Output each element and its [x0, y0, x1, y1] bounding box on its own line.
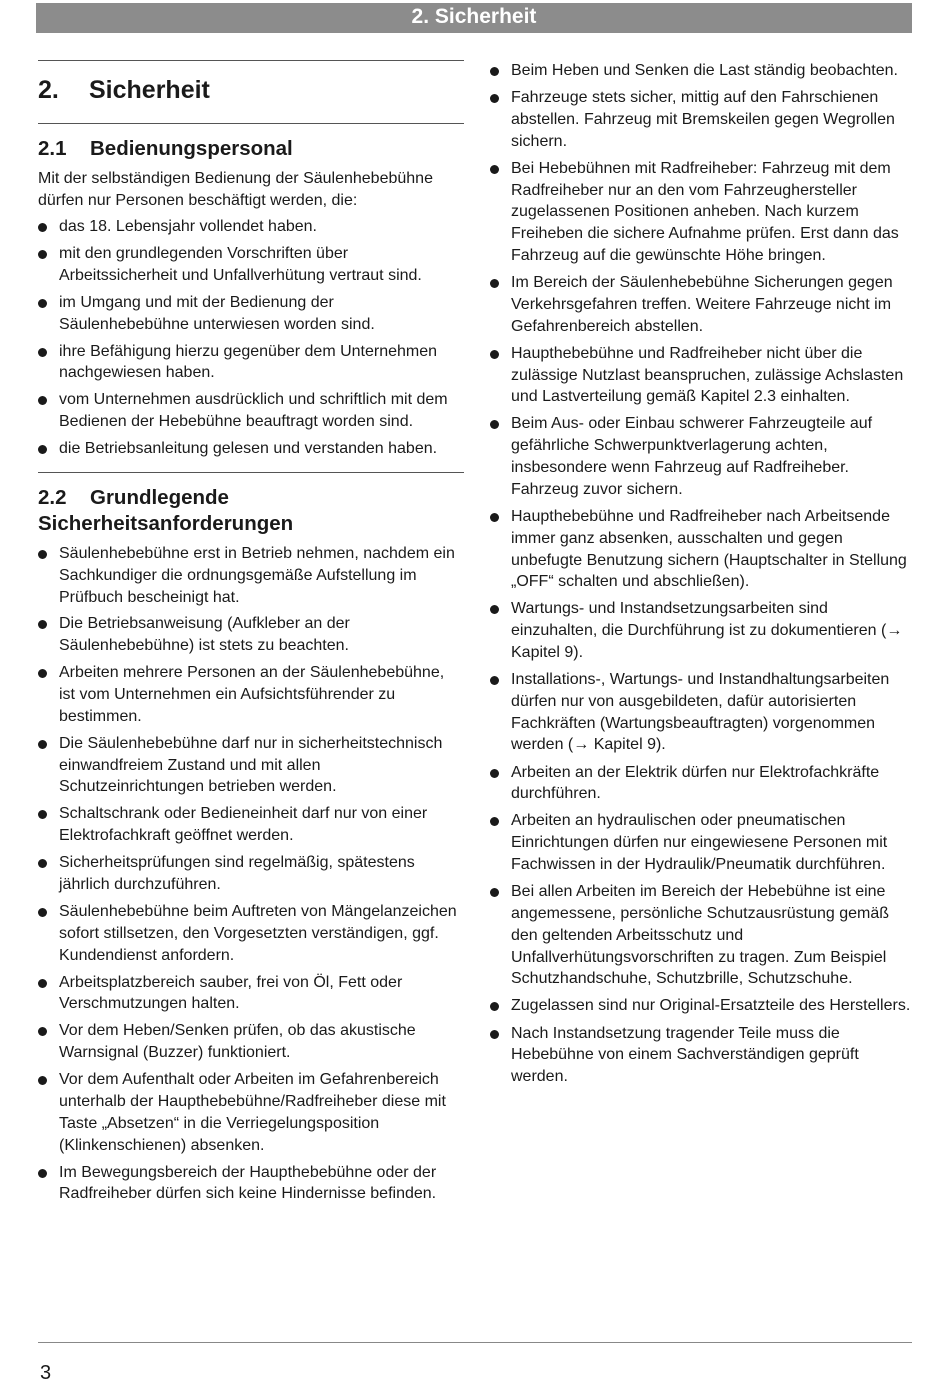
header-title: 2. Sicherheit [411, 5, 537, 28]
list-item: Im Bewegungsbereich der Haupthebebühne oder der Radfreiheber dürfen sich keine Hindernisse befinden. [38, 1162, 464, 1206]
list-item: das 18. Lebensjahr vollendet haben. [38, 216, 464, 238]
operator-requirements-list [38, 216, 464, 460]
list-item: Arbeiten an der Elektrik dürfen nur Elektrofachkräfte durchführen. [490, 762, 914, 806]
bullet-icon [38, 908, 47, 917]
bullet-icon [38, 1027, 47, 1036]
list-item: Im Bereich der Säulenhebebühne Sicherungen gegen Verkehrsgefahren treffen. Weitere Fahrzeuge nicht im Gefahrenbereich abstellen. [490, 272, 914, 337]
bullet-icon [38, 223, 47, 232]
list-item: Arbeiten an hydraulischen oder pneumatischen Einrichtungen dürfen nur eingewiesene Personen mit Fachwissen in der Hydraulik/Pneumatik durchführen. [490, 810, 914, 875]
page-number: 3 [40, 1362, 52, 1384]
bullet-icon [38, 979, 47, 988]
list-item: Arbeiten mehrere Personen an der Säulenhebebühne, ist vom Unternehmen ein Aufsichtsführender zu bestimmen. [38, 662, 464, 727]
subsection-rule [38, 123, 464, 124]
bullet-icon [38, 620, 47, 629]
bullet-icon [490, 769, 499, 778]
list-item: ihre Befähigung hierzu gegenüber dem Unternehmen nachgewiesen haben. [38, 341, 464, 385]
list-item: vom Unternehmen ausdrücklich und schriftlich mit dem Bedienen der Hebebühne beauftragt worden sind. [38, 389, 464, 433]
footer-rule [38, 1342, 912, 1343]
bullet-icon [490, 279, 499, 288]
subsection-heading-2-2 [38, 485, 464, 537]
list-item: Die Betriebsanweisung (Aufkleber an der Säulenhebebühne) ist stets zu beachten. [38, 613, 464, 657]
section-heading [38, 75, 464, 105]
list-item: im Umgang und mit der Bedienung der Säulenhebebühne unterwiesen worden sind. [38, 292, 464, 336]
subsection-title: Bedienungspersonal [90, 137, 293, 160]
list-item: mit den grundlegenden Vorschriften über Arbeitssicherheit und Unfallverhütung vertraut sind. [38, 243, 464, 287]
list-item: Säulenhebebühne beim Auftreten von Mängelanzeichen sofort stillsetzen, den Vorgesetzten verständigen, ggf. Kundendienst anfordern. [38, 901, 464, 966]
header-bar [36, 3, 912, 33]
bullet-icon [490, 817, 499, 826]
bullet-icon [490, 67, 499, 76]
bullet-icon [490, 676, 499, 685]
bullet-icon [490, 513, 499, 522]
section-title: Sicherheit [89, 76, 210, 104]
bullet-icon [38, 740, 47, 749]
list-item: Fahrzeuge stets sicher, mittig auf den Fahrschienen abstellen. Fahrzeug mit Bremskeilen gegen Wegrollen sichern. [490, 87, 914, 152]
bullet-icon [490, 1002, 499, 1011]
subsection-number: 2.1 [38, 137, 67, 160]
bullet-icon [490, 350, 499, 359]
bullet-icon [38, 299, 47, 308]
list-item: Wartungs- und Instandsetzungsarbeiten sind einzuhalten, die Durchführung ist zu dokumentieren (→ Kapitel 9). [490, 598, 914, 663]
list-item: Sicherheitsprüfungen sind regelmäßig, spätestens jährlich durchzuführen. [38, 852, 464, 896]
list-item: Die Säulenhebebühne darf nur in sicherheitstechnisch einwandfreiem Zustand und mit allen Schutzeinrichtungen betrieben werden. [38, 733, 464, 798]
bullet-icon [38, 445, 47, 454]
bullet-icon [38, 810, 47, 819]
bullet-icon [38, 396, 47, 405]
bullet-icon [38, 550, 47, 559]
list-item: Zugelassen sind nur Original-Ersatzteile des Herstellers. [490, 995, 914, 1017]
list-item: Beim Heben und Senken die Last ständig beobachten. [490, 60, 914, 82]
list-item: Vor dem Aufenthalt oder Arbeiten im Gefahrenbereich unterhalb der Haupthebebühne/Radfreiheber diese mit Taste „Absetzen“ in die Verriegelungsposition (Klinkenschienen) absenken. [38, 1069, 464, 1156]
subsection-heading-2-1 [38, 136, 464, 162]
list-item: Nach Instandsetzung tragender Teile muss die Hebebühne von einem Sachverständigen geprüft werden. [490, 1023, 914, 1088]
bullet-icon [490, 1030, 499, 1039]
bullet-icon [38, 1169, 47, 1178]
list-item: Arbeitsplatzbereich sauber, frei von Öl, Fett oder Verschmutzungen halten. [38, 972, 464, 1016]
left-column [38, 60, 464, 1210]
bullet-icon [38, 348, 47, 357]
bullet-icon [490, 94, 499, 103]
bullet-icon [38, 1076, 47, 1085]
list-item: Installations-, Wartungs- und Instandhaltungsarbeiten dürfen nur von ausgebildeten, dafür autorisierten Fachkräften (Wartungsbeauftragten) vorgenommen werden (→ Kapitel 9). [490, 669, 914, 756]
list-item: die Betriebsanleitung gelesen und verstanden haben. [38, 438, 464, 460]
bullet-icon [38, 669, 47, 678]
list-item: Haupthebebühne und Radfreiheber nach Arbeitsende immer ganz absenken, ausschalten und gegen unbefugte Benutzung sichern (Hauptschalter in Stellung „OFF“ schalten und abschließen). [490, 506, 914, 593]
list-item: Vor dem Heben/Senken prüfen, ob das akustische Warnsignal (Buzzer) funktioniert. [38, 1020, 464, 1064]
list-item: Haupthebebühne und Radfreiheber nicht über die zulässige Nutzlast beanspruchen, zulässige Achslasten und Lastverteilung gemäß Kapitel 2.3 einhalten. [490, 343, 914, 408]
list-item: Bei allen Arbeiten im Bereich der Hebebühne ist eine angemessene, persönliche Schutzausrüstung gemäß den geltenden Arbeitsschutz und Unfallverhütungsvorschriften zu tragen. Zum Beispiel Schutzhandschuhe, Schutzbrille, Schutzschuhe. [490, 881, 914, 990]
bullet-icon [490, 165, 499, 174]
bullet-icon [38, 250, 47, 259]
subsection-rule [38, 472, 464, 473]
right-column [490, 60, 914, 1093]
list-item: Säulenhebebühne erst in Betrieb nehmen, nachdem ein Sachkundiger die ordnungsgemäße Aufstellung im Prüfbuch bescheinigt hat. [38, 543, 464, 608]
subsection-title: Grundlegende Sicherheitsanforderungen [38, 485, 294, 535]
bullet-icon [490, 420, 499, 429]
bullet-icon [490, 888, 499, 897]
safety-requirements-list-right [490, 60, 914, 1088]
bullet-icon [38, 859, 47, 868]
list-item: Schaltschrank oder Bedieneinheit darf nur von einer Elektrofachkraft geöffnet werden. [38, 803, 464, 847]
subsection-number: 2.2 [38, 485, 67, 509]
safety-requirements-list-left [38, 543, 464, 1205]
section-rule [38, 60, 464, 61]
list-item: Beim Aus- oder Einbau schwerer Fahrzeugteile auf gefährliche Schwerpunktverlagerung achten, insbesondere wenn Fahrzeug auf Radfreiheber. Fahrzeug zuvor sichern. [490, 413, 914, 500]
intro-paragraph: Mit der selbständigen Bedienung der Säulenhebebühne dürfen nur Personen beschäftigt werden, die: [38, 170, 433, 209]
list-item: Bei Hebebühnen mit Radfreiheber: Fahrzeug mit dem Radfreiheber nur an den vom Fahrzeughersteller zugelassenen Positionen anheben. Nach kurzem Freiheben die sichere Aufnahme prüfen. Erst dann das Fahrzeug auf die gewünschte Höhe bringen. [490, 158, 914, 267]
section-number: 2. [38, 76, 59, 104]
bullet-icon [490, 605, 499, 614]
